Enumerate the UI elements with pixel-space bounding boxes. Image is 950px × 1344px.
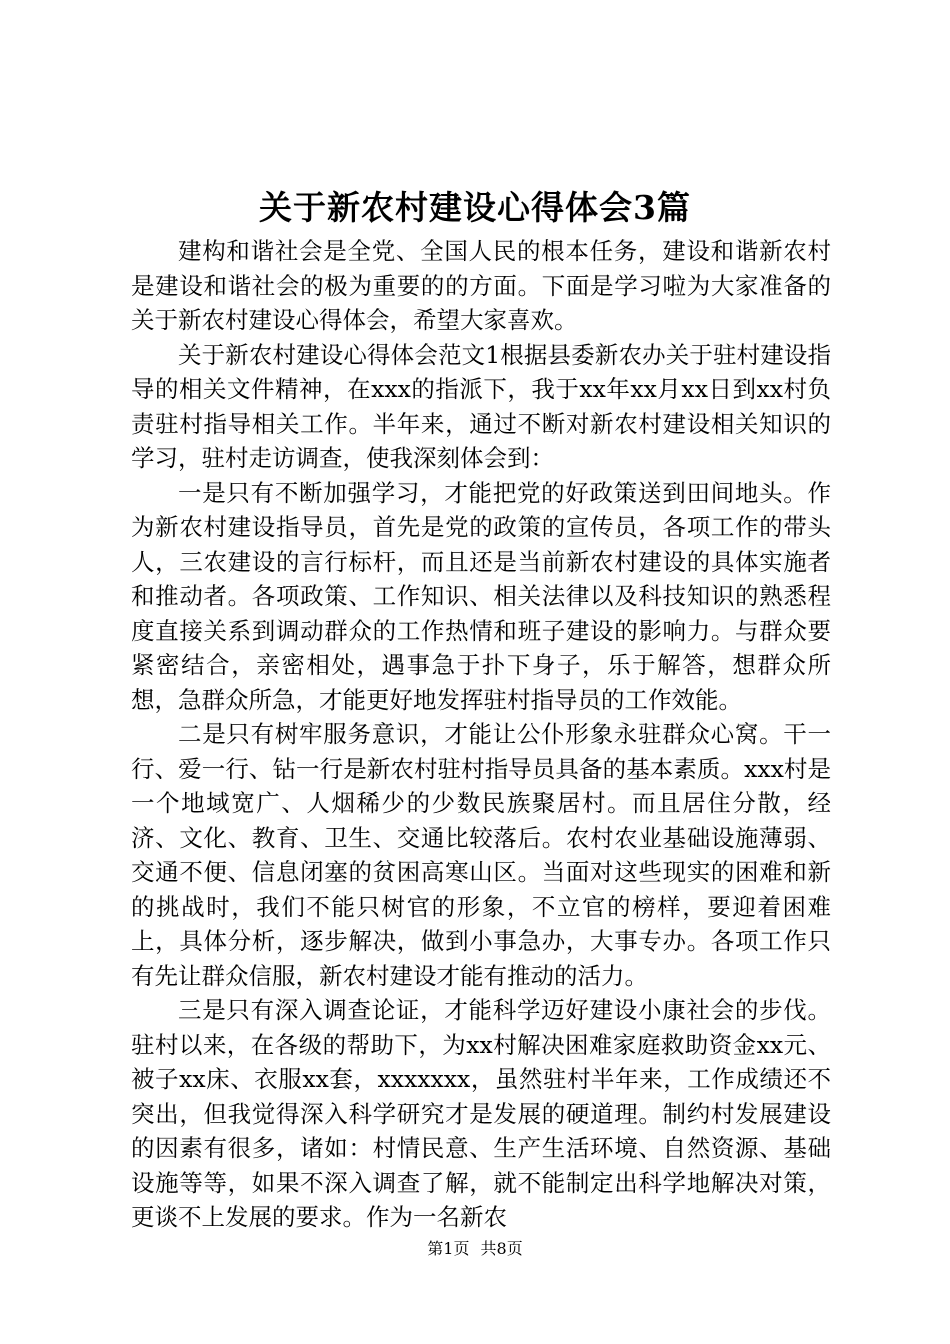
page-footer	[0, 1238, 950, 1260]
document-body	[131, 234, 831, 1235]
page-total: 共8页	[480, 1239, 523, 1258]
paragraph-point-three: 三是只有深入调查论证，才能科学迈好建设小康社会的步伐。驻村以来，在各级的帮助下，为xx村解决困难家庭救助资金xx元、被子xx床、衣服xx套，xxxxxxx，虽然驻村半年来，工作成绩还不突出，但我觉得深入科学研究才是发展的硬道理。制约村发展建设的因素有很多，诸如：村情民意、生产生活环境、自然资源、基础设施等等，如果不深入调查了解，就不能制定出科学地解决对策，更谈不上发展的要求。作为一名新农	[131, 996, 831, 1231]
paragraph-essay-1-opening: 关于新农村建设心得体会范文1根据县委新农办关于驻村建设指导的相关文件精神，在xxx的指派下，我于xx年xx月xx日到xx村负责驻村指导相关工作。半年来，通过不断对新农村建设相关知识的学习，驻村走访调查，使我深刻体会到：	[131, 340, 831, 472]
paragraph-point-one: 一是只有不断加强学习，才能把党的好政策送到田间地头。作为新农村建设指导员，首先是党的政策的宣传员，各项工作的带头人，三农建设的言行标杆，而且还是当前新农村建设的具体实施者和推动者。各项政策、工作知识、相关法律以及科技知识的熟悉程度直接关系到调动群众的工作热情和班子建设的影响力。与群众要紧密结合，亲密相处，遇事急于扑下身子，乐于解答，想群众所想，急群众所急，才能更好地发挥驻村指导员的工作效能。	[131, 478, 831, 714]
document-title: 关于新农村建设心得体会3篇	[259, 188, 691, 227]
paragraph-point-two: 二是只有树牢服务意识，才能让公仆形象永驻群众心窝。干一行、爱一行、钻一行是新农村驻村指导员具备的基本素质。xxx村是一个地域宽广、人烟稀少的少数民族聚居村。而且居住分散，经济、文化、教育、卫生、交通比较落后。农村农业基础设施薄弱、交通不便、信息闭塞的贫困高寒山区。当面对这些现实的困难和新的挑战时，我们不能只树官的形象，不立官的榜样，要迎着困难上，具体分析，逐步解决，做到小事急办，大事专办。各项工作只有先让群众信服，新农村建设才能有推动的活力。	[131, 720, 831, 990]
page-number: 第1页	[427, 1239, 470, 1258]
paragraph-intro: 建构和谐社会是全党、全国人民的根本任务，建设和谐新农村是建设和谐社会的极为重要的的方面。下面是学习啦为大家准备的关于新农村建设心得体会，希望大家喜欢。	[131, 237, 831, 334]
